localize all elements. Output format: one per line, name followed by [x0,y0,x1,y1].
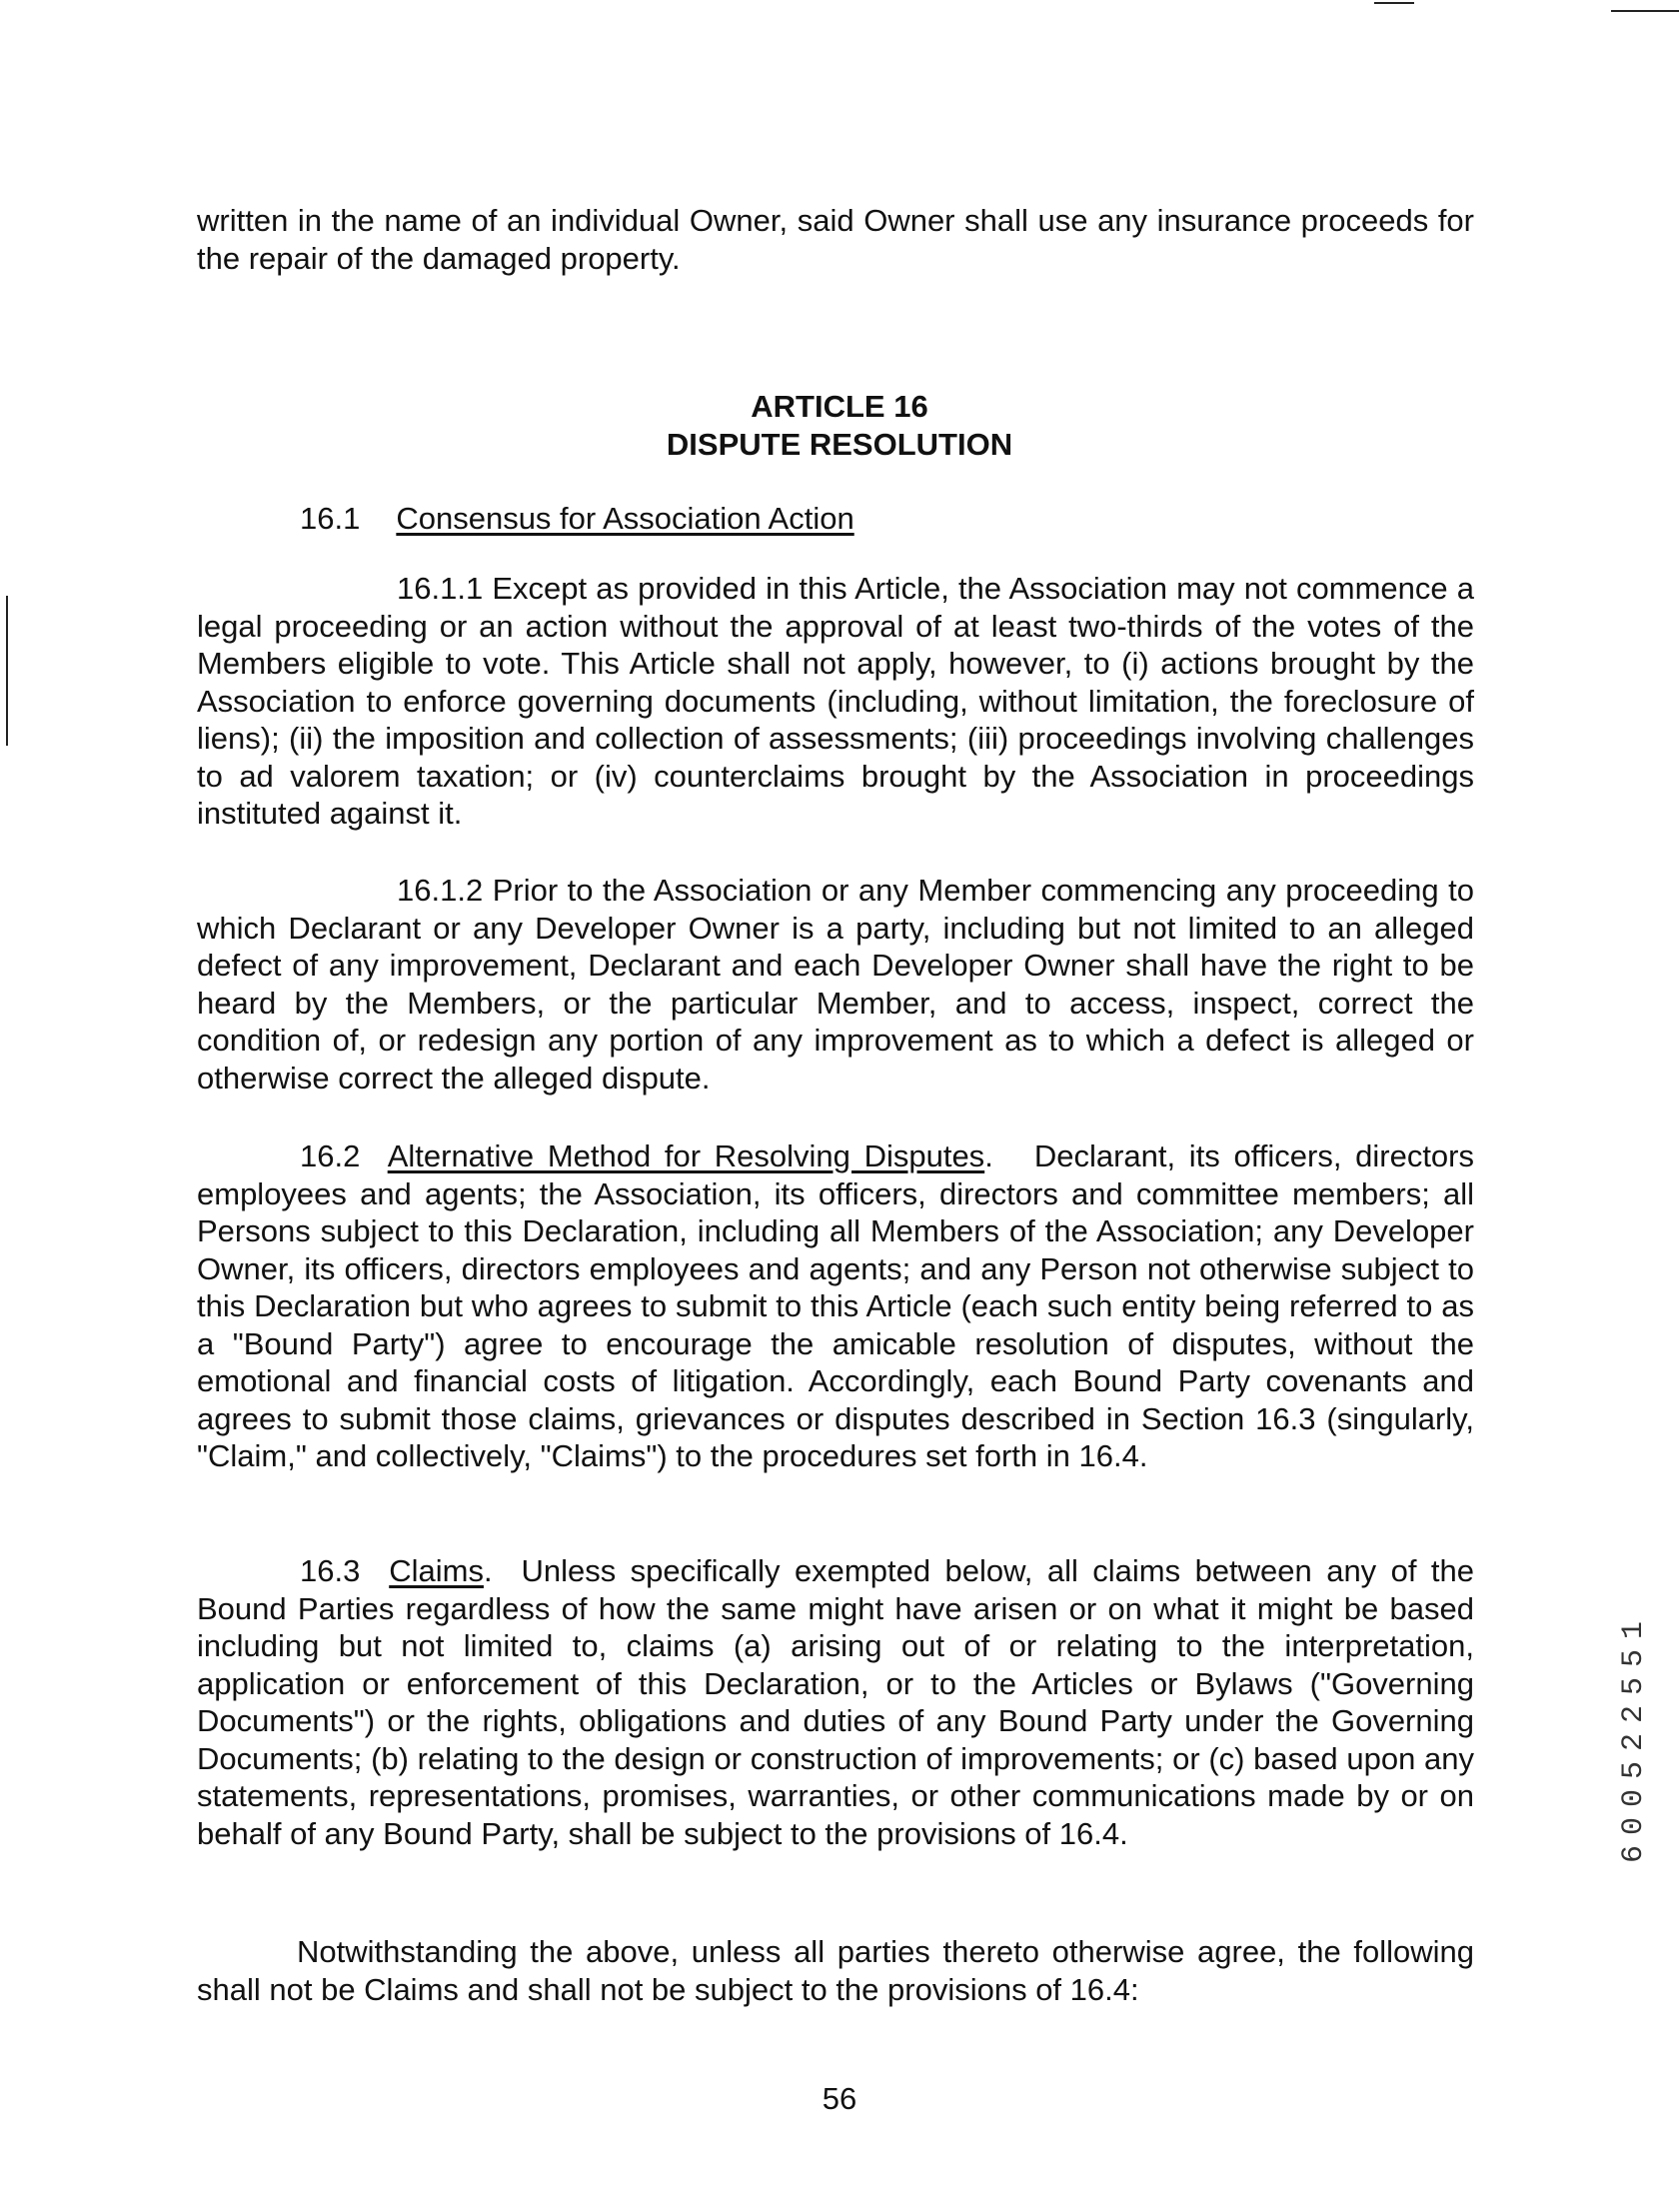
section-16-2-paragraph: 16.2 Alternative Method for Resolving Disputes. Declarant, its officers, directors employees and agents; the Association, its officers, directors and committee members; all Persons subject to this Declaration, including all Members of the Association; any Developer Owner, its officers, directors employees and agents; and any Person not otherwise subject to this Declaration but who agrees to submit to this Article (each such entity being referred to as a "Bound Party") agree to encourage the amicable resolution of disputes, without the emotional and financial costs of litigation. Accordingly, each Bound Party covenants and agrees to submit those claims, grievances or disputes described in Section 16.3 (singularly, "Claim," and collectively, "Claims") to the procedures set forth in 16.4. [197,1138,1474,1473]
article-subtitle: DISPUTE RESOLUTION [666,427,1013,462]
section-16-2-text: Declarant, its officers, directors employees and agents; the Association, its officers, directors and committee members; all Persons subject to this Declaration, including all Members of the Association; any Developer Owner, its officers, directors employees and agents; and any Person not otherwise subject to this Declaration but who agrees to submit to this Article (each such entity being referred to as a "Bound Party") agree to encourage the amicable resolution of disputes, without the emotional and financial costs of litigation. Accordingly, each Bound Party covenants and agrees to submit those claims, grievances or disputes described in Section 16.3 (singularly, "Claim," and collectively, "Claims") to the procedures set forth in 16.4. [197,1138,1474,1473]
notwithstanding-text: Notwithstanding the above, unless all parties thereto otherwise agree, the following shall not be Claims and shall not be subject to the provisions of 16.4: [197,1934,1474,2007]
intro-paragraph [197,202,1474,277]
section-16-1-1-number: 16.1.1 [397,571,484,606]
section-16-3-paragraph: 16.3 Claims. Unless specifically exempted below, all claims between any of the Bound Parties regardless of how the same might have arisen or on what it might be based including but not limited to, claims (a) arising out of or relating to the interpretation, application or enforcement of this Declaration, or to the Articles or Bylaws ("Governing Documents") or the rights, obligations and duties of any Bound Party under the Governing Documents; (b) relating to the design or construction of improvements; or (c) based upon any statements, representations, promises, warranties, or other communications made by or on behalf of any Bound Party, shall be subject to the provisions of 16.4. [197,1553,1474,1851]
section-16-1-number: 16.1 [300,501,361,536]
page-number: 56 [822,2081,857,2116]
article-title: ARTICLE 16 [751,389,928,424]
section-16-2-title: Alternative Method for Resolving Disputes [387,1138,985,1173]
notwithstanding-paragraph [197,1933,1474,2008]
section-16-1-2-text: Prior to the Association or any Member commencing any proceeding to which Declarant or any Developer Owner is a party, including but not limited to an alleged defect of any improvement, Declarant and each Developer Owner shall have the right to be heard by the Members, or the particular Member, and to access, inspect, correct the condition of, or redesign any portion of any improvement as to which a defect is alleged or otherwise correct the alleged dispute. [197,873,1474,1096]
section-16-3-text: Unless specifically exempted below, all claims between any of the Bound Parties regardless of how the same might have arisen or on what it might be based including but not limited to, claims (a) arising out of or relating to the interpretation, application or enforcement of this Declaration, or to the Articles or Bylaws ("Governing Documents") or the rights, obligations and duties of any Bound Party under the Governing Documents; (b) relating to the design or construction of improvements; or (c) based upon any statements, representations, promises, warranties, or other communications made by or on behalf of any Bound Party, shall be subject to the provisions of 16.4. [197,1553,1474,1851]
section-16-1-heading [300,500,854,538]
scan-mark-left [6,596,8,746]
section-16-1-1-paragraph [197,570,1474,833]
section-16-3-number: 16.3 [300,1553,361,1588]
section-16-1-title: Consensus for Association Action [396,501,854,536]
recording-stamp: 600522551 [1617,1610,1651,1864]
intro-text: written in the name of an individual Owner, said Owner shall use any insurance proceeds for the repair of the damaged property. [197,203,1474,276]
section-16-3-title: Claims [389,1553,484,1588]
section-16-1-2-number: 16.1.2 [397,873,484,908]
section-16-1-1-text: Except as provided in this Article, the Association may not commence a legal proceeding or an action without the approval of at least two-thirds of the votes of the Members eligible to vote. This Article shall not apply, however, to (i) actions brought by the Association to enforce governing documents (including, without limitation, the foreclosure of liens); (ii) the imposition and collection of assessments; (iii) proceedings involving challenges to ad valorem taxation; or (iv) counterclaims brought by the Association in proceedings instituted against it. [197,571,1474,831]
section-16-1-2-paragraph [197,872,1474,1097]
scan-mark-top [1374,2,1414,4]
scan-mark-corner [1611,10,1679,12]
section-16-2-number: 16.2 [300,1138,361,1173]
